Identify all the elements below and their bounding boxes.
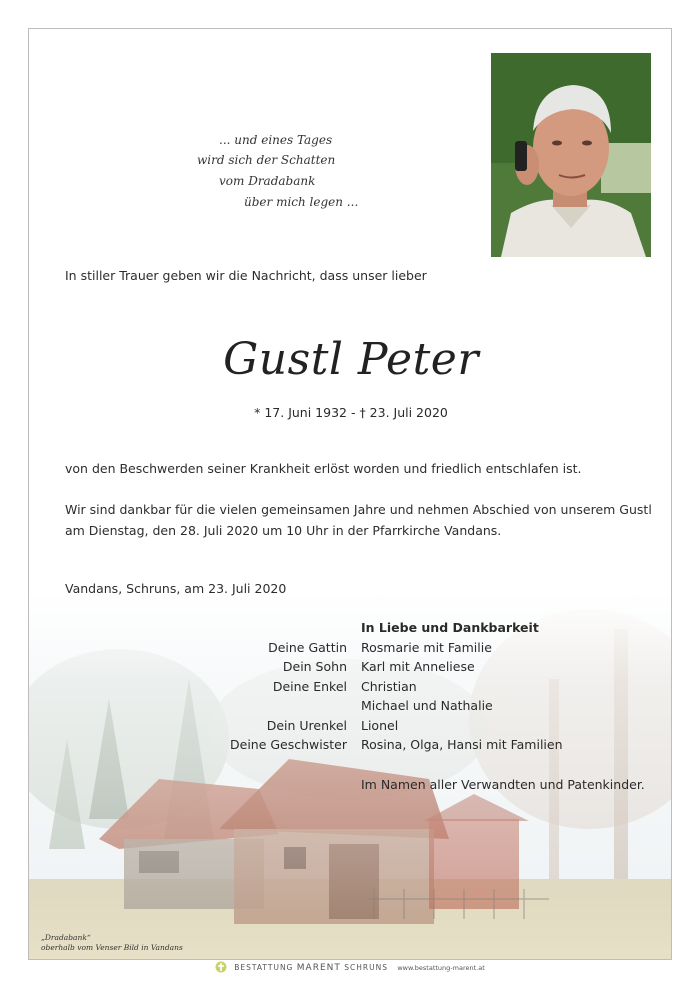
poem-line-2: wird sich der Schatten (197, 153, 336, 167)
message-line-1: von den Beschwerden seiner Krankheit erlöst worden und friedlich entschlafen ist. (65, 461, 582, 476)
mourner-label: Deine Gattin (268, 640, 347, 655)
brand-name: MARENT (296, 963, 341, 973)
obituary-card (28, 28, 672, 960)
mourner-value: Lionel (361, 718, 399, 733)
mourner-value: Rosmarie mit Familie (361, 640, 492, 655)
mourner-value: Michael und Nathalie (361, 698, 493, 713)
mourner-label: Dein Urenkel (266, 718, 347, 733)
poem-line-3: vom Dradabank (219, 174, 316, 188)
mourner-value: Karl mit Anneliese (361, 659, 475, 674)
painting-caption (41, 933, 183, 953)
message-line-2: Wir sind dankbar für die vielen gemeinsamen Jahre und nehmen Abschied von unserem Gustl (65, 502, 652, 517)
footer-brand (234, 963, 391, 972)
mourner-label: Deine Enkel (272, 679, 347, 694)
life-dates: * 17. Juni 1932 - † 23. Juli 2020 (254, 405, 448, 420)
caption-title: „Dradabank“ (41, 933, 91, 942)
message-line-3: am Dienstag, den 28. Juli 2020 um 10 Uhr in der Pfarrkirche Vandans. (65, 523, 502, 538)
mourners-heading: In Liebe und Dankbarkeit (361, 620, 539, 635)
footer (0, 961, 700, 975)
painting-fade (29, 589, 672, 960)
mourner-label: Dein Sohn (282, 659, 347, 674)
mourners-closing: Im Namen aller Verwandten und Patenkinder. (361, 777, 645, 792)
portrait-image (491, 53, 651, 257)
poem-line-1: ... und eines Tages (219, 133, 333, 147)
poem-line-4: über mich legen ... (244, 195, 359, 209)
portrait-photo (491, 53, 651, 257)
caption-subtitle: oberhalb vom Venser Bild in Vandans (41, 943, 183, 952)
mourner-value: Rosina, Olga, Hansi mit Familien (361, 737, 563, 752)
watercolor-painting (29, 589, 672, 960)
intro-text: In stiller Trauer geben wir die Nachricht, dass unser lieber (65, 268, 427, 283)
mourner-value: Christian (361, 679, 417, 694)
deceased-name: Gustl Peter (223, 334, 479, 385)
brand-location: SCHRUNS (344, 963, 388, 972)
place-date: Vandans, Schruns, am 23. Juli 2020 (65, 581, 287, 596)
cross-leaf-icon (215, 961, 227, 975)
mourner-label: Deine Geschwister (230, 737, 347, 752)
footer-url: www.bestattung-marent.at (397, 964, 485, 972)
brand-prefix: BESTATTUNG (234, 963, 294, 972)
